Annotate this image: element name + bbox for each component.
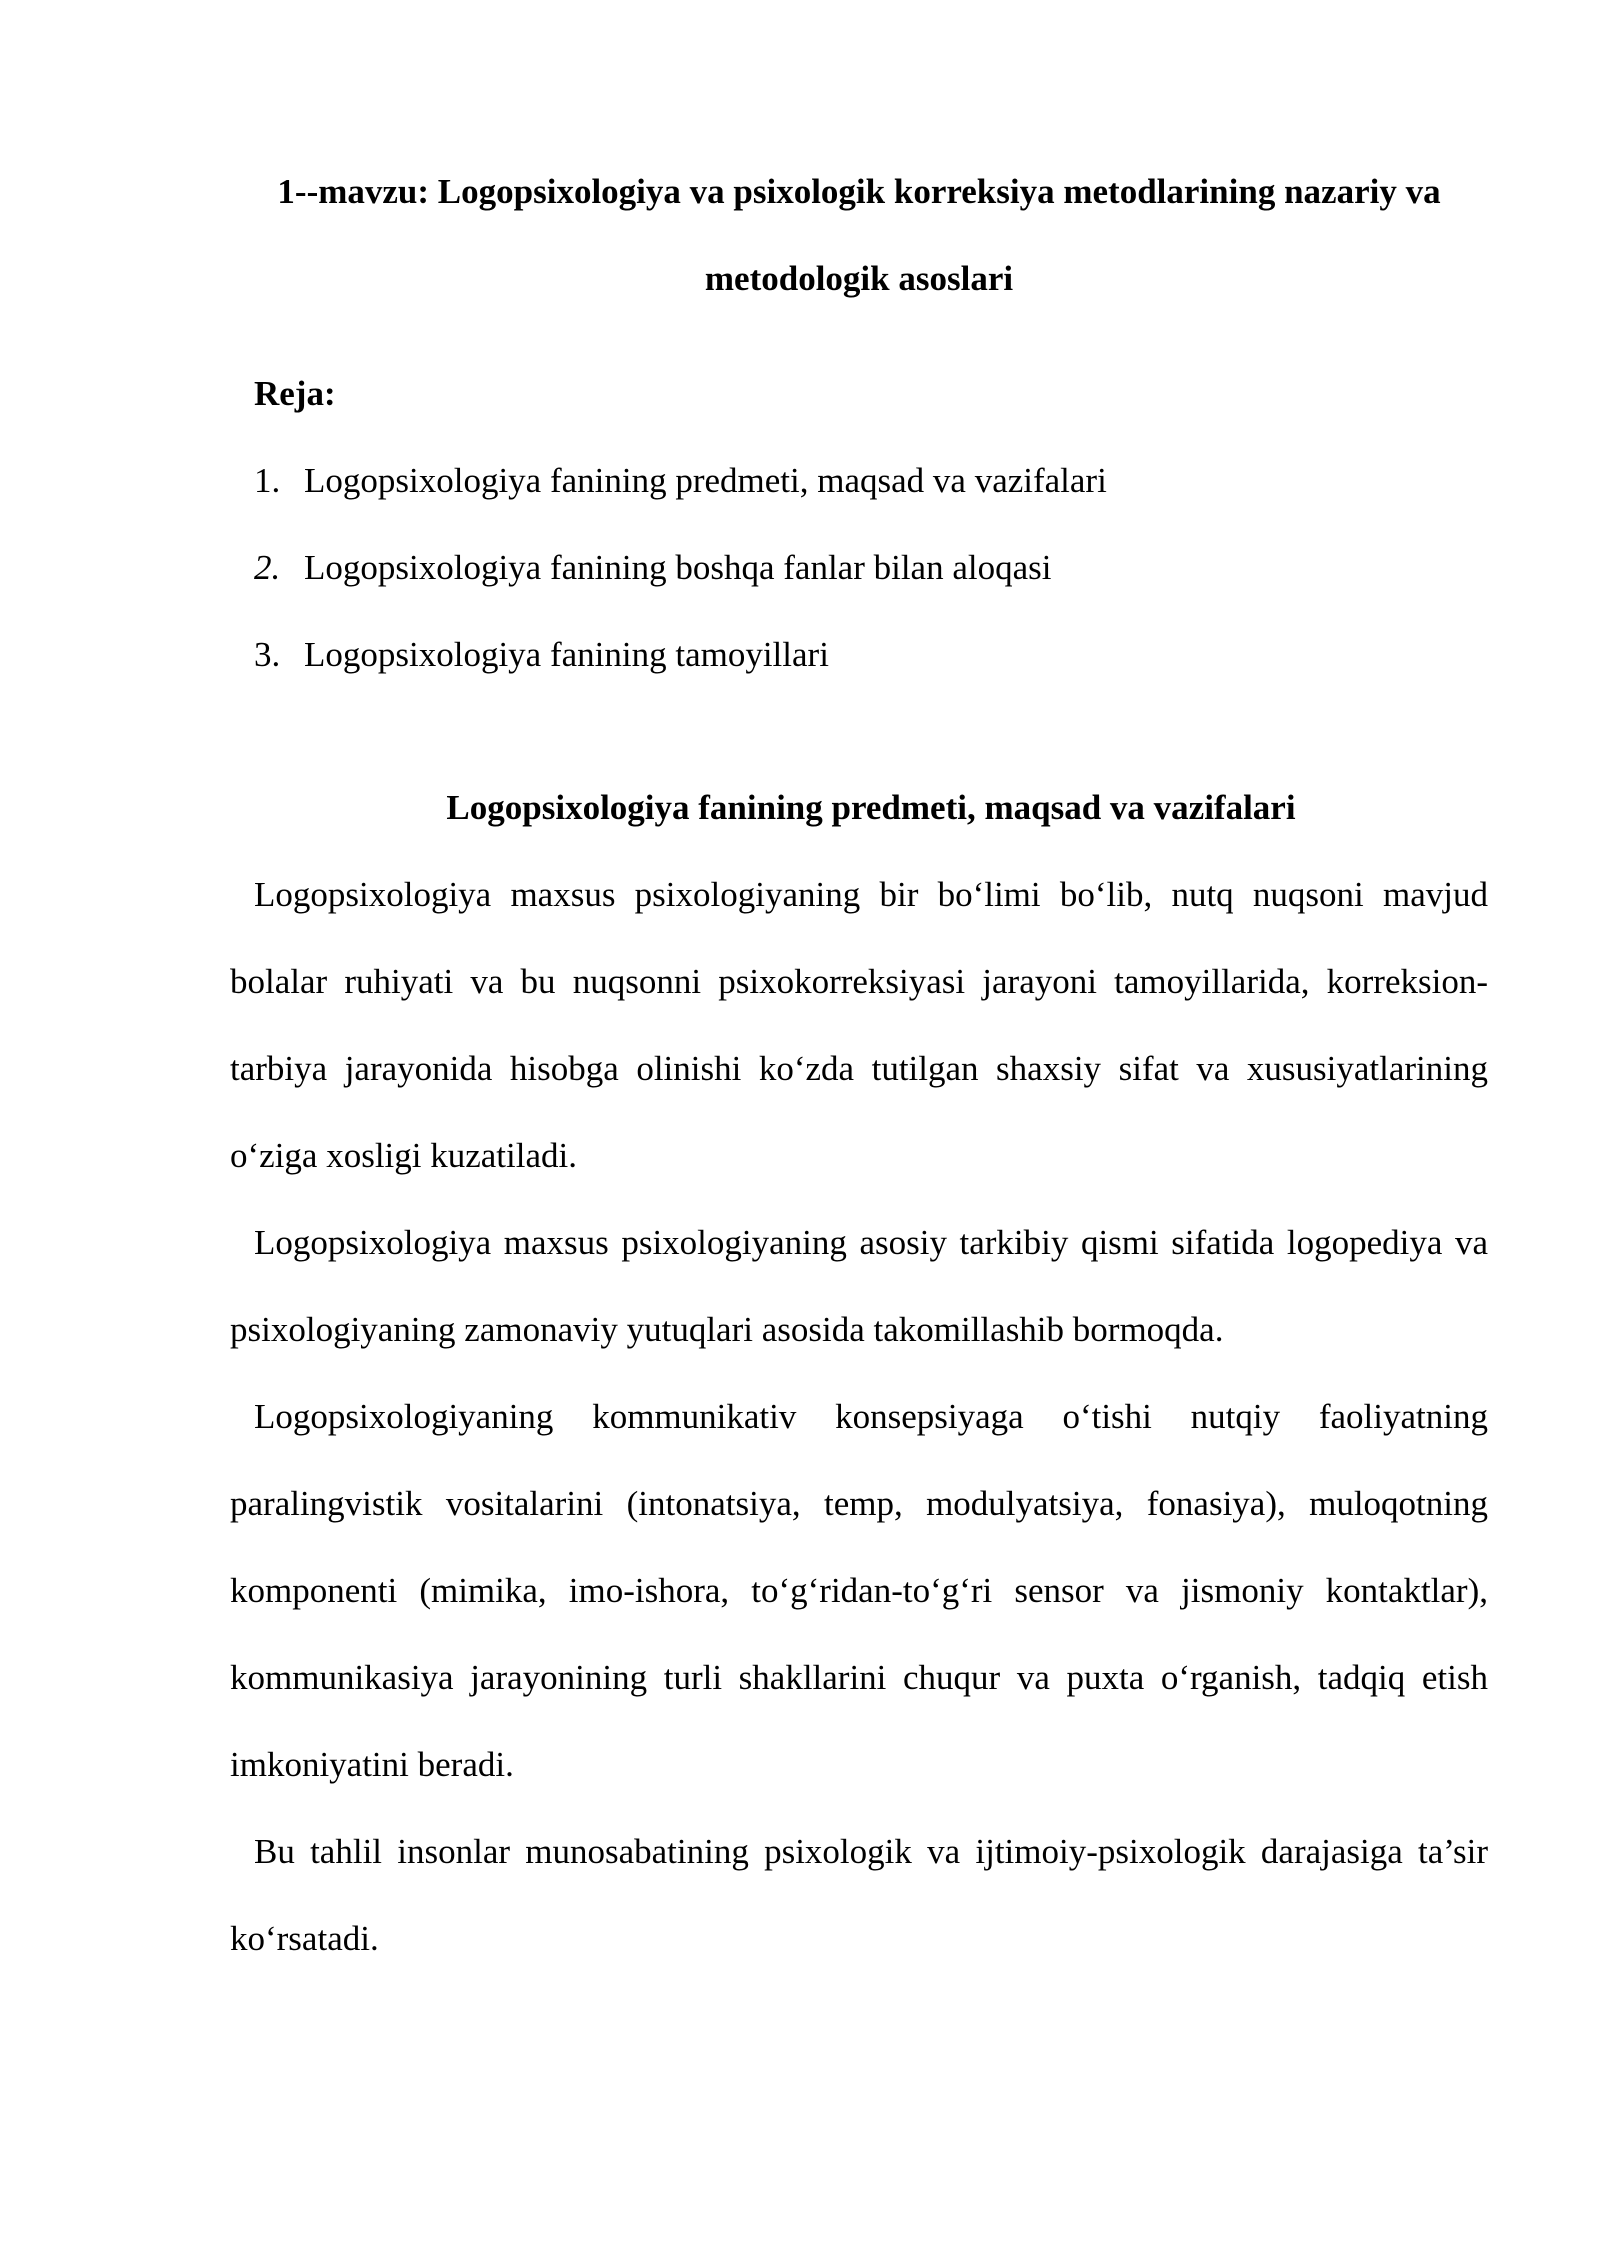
- plan-label: Reja:: [254, 374, 336, 413]
- plan-item-number: 3.: [254, 635, 281, 674]
- plan-list: [230, 437, 1488, 698]
- plan-item: [254, 611, 1488, 698]
- plan-item-number: 2.: [254, 548, 281, 587]
- plan-item-text: Logopsixologiya fanining predmeti, maqsad va vazifalari: [304, 461, 1107, 500]
- document-page: [230, 148, 1488, 1982]
- body-paragraph: Bu tahlil insonlar munosabatining psixologik va ijtimoiy-psixologik darajasiga ta’sir ko‘rsatadi.: [230, 1832, 1488, 1958]
- body-paragraph: Logopsixologiya maxsus psixologiyaning asosiy tarkibiy qismi sifatida logopediya va psixologiyaning zamonaviy yutuqlari asosida takomillashib bormoqda.: [230, 1223, 1488, 1349]
- document-title-line-1: 1--mavzu: Logopsixologiya va psixologik korreksiya metodlarining nazariy va: [277, 172, 1441, 211]
- body-paragraph: Logopsixologiyaning kommunikativ konsepsiyaga o‘tishi nutqiy faoliyatning paralingvistik vositalarini (intonatsiya, temp, modulyatsiya, fonasiya), muloqotning komponenti (mimika, imo-ishora, to‘g‘ridan-to‘g‘ri sensor va jismoniy kontaktlar), kommunikasiya jarayonining turli shakllarini chuqur va puxta o‘rganish, tadqiq etish imkoniyatini beradi.: [230, 1397, 1488, 1784]
- body-paragraph: Logopsixologiya maxsus psixologiyaning bir bo‘limi bo‘lib, nutq nuqsoni mavjud bolalar ruhiyati va bu nuqsonni psixokorreksiyasi jarayoni tamoyillarida, korreksion-tarbiya jarayonida hisobga olinishi ko‘zda tutilgan shaxsiy sifat va xususiyatlarining o‘ziga xosligi kuzatiladi.: [230, 875, 1488, 1175]
- plan-item: [254, 437, 1488, 524]
- section-heading: Logopsixologiya fanining predmeti, maqsad va vazifalari: [446, 788, 1296, 827]
- plan-item-text: Logopsixologiya fanining boshqa fanlar bilan aloqasi: [304, 548, 1052, 587]
- plan-item-text: Logopsixologiya fanining tamoyillari: [304, 635, 829, 674]
- plan-item-number: 1.: [254, 461, 281, 500]
- document-title-line-2: metodologik asoslari: [704, 259, 1014, 298]
- plan-item: [254, 524, 1488, 611]
